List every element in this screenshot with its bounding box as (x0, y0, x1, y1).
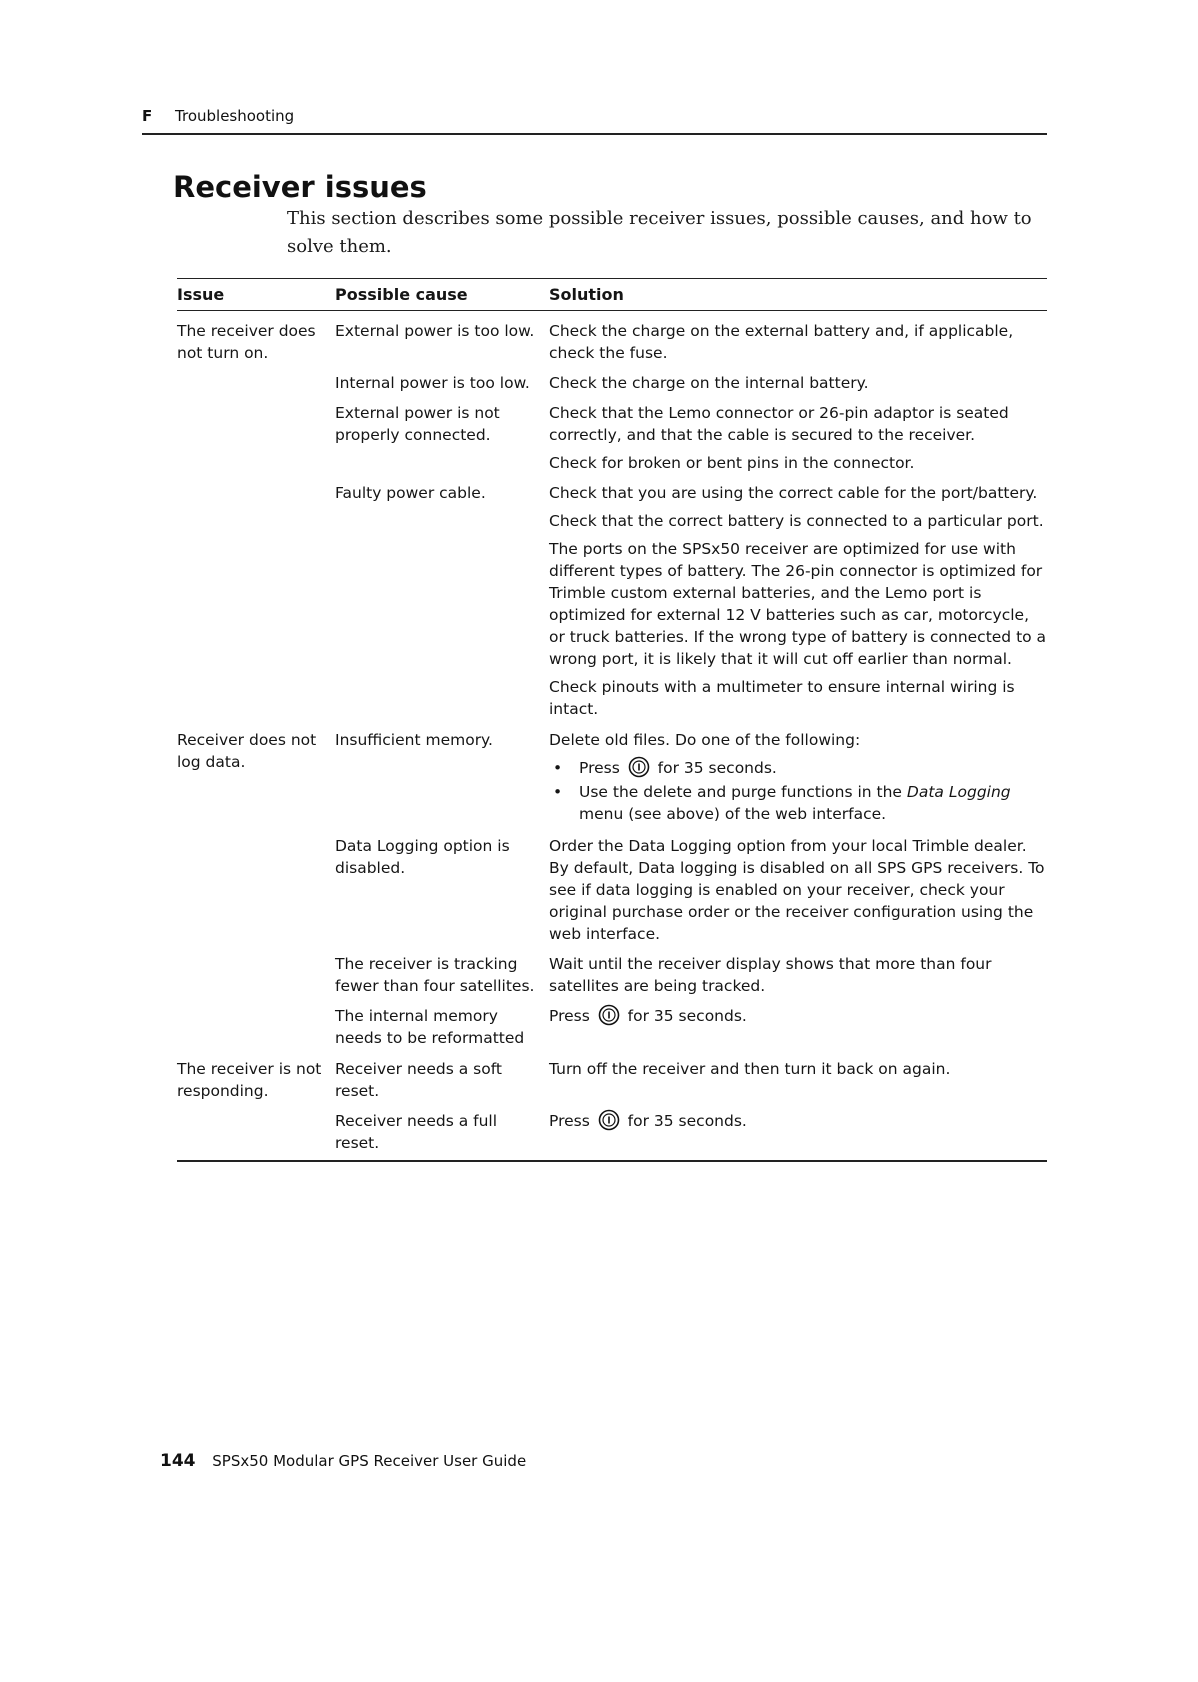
cause-cell: The internal memory needs to be reformatted (335, 1007, 525, 1047)
receiver-issues-table (177, 278, 1047, 1162)
cause-row (335, 953, 1047, 997)
solution-cell (549, 482, 1047, 720)
section-intro: This section describes some possible receiver issues, possible causes, and how to solve them. (287, 208, 1032, 257)
solution-text: Check that the correct battery is connected to a particular port. (549, 512, 1044, 530)
cause-cell: Data Logging option is disabled. (335, 837, 510, 877)
solution-cell (549, 729, 1047, 827)
press-duration: for 35 seconds. (627, 1007, 747, 1025)
solution-text: Check the charge on the external battery and, if applicable, check the fuse. (549, 322, 1014, 362)
table-body (177, 311, 1047, 1162)
solution-text: Wait until the receiver display shows that more than four satellites are being tracked. (549, 955, 992, 995)
power-button-icon (628, 756, 650, 778)
issue-group-no-logging (177, 720, 1047, 1049)
cause-list (335, 320, 1047, 720)
cause-list (335, 729, 1047, 1049)
cause-row (335, 402, 1047, 474)
issue-cell: Receiver does not log data. (177, 731, 317, 771)
solution-text: Check that you are using the correct cable for the port/battery. (549, 484, 1038, 502)
issue-group-no-power (177, 311, 1047, 720)
header-possible-cause: Possible cause (335, 285, 468, 304)
solution-text: Check the charge on the internal battery. (549, 374, 869, 392)
solution-cell (549, 1005, 1047, 1049)
cause-cell: External power is too low. (335, 322, 535, 340)
solution-cell (549, 953, 1047, 997)
issue-group-not-responding (177, 1049, 1047, 1154)
solution-lead-text: Delete old files. Do one of the following: (549, 731, 861, 749)
power-button-icon (598, 1004, 620, 1026)
bullet-text: menu (see above) of the web interface. (579, 805, 887, 823)
power-button-icon (598, 1109, 620, 1131)
cause-row (335, 320, 1047, 364)
cause-cell: External power is not properly connected. (335, 404, 500, 444)
menu-name: Data Logging (906, 783, 1011, 801)
cause-cell: Faulty power cable. (335, 484, 486, 502)
solution-text: The ports on the SPSx50 receiver are optimized for use with different types of battery. The 26-pin connector is optimized for Trimble custom external batteries, and the Lemo port is optimized for external 12 V batteries such as car, motorcycle, or truck batteries. If the wrong type of battery is connected to a wrong port, it is likely that it will cut off earlier than normal. (549, 540, 1047, 668)
issue-cell: The receiver does not turn on. (177, 322, 316, 362)
solution-text: Check that the Lemo connector or 26-pin adaptor is seated correctly, and that the cable is secured to the receiver. (549, 404, 1009, 444)
press-label: Press (549, 1007, 590, 1025)
solution-text: Check for broken or bent pins in the connector. (549, 454, 915, 472)
solution-cell (549, 402, 1047, 474)
cause-row (335, 835, 1047, 945)
cause-row (335, 372, 1047, 394)
cause-cell: Receiver needs a soft reset. (335, 1060, 502, 1100)
solution-cell (549, 320, 1047, 364)
chapter-title: Troubleshooting (175, 107, 295, 125)
press-duration: for 35 seconds. (657, 759, 777, 777)
guide-title: SPSx50 Modular GPS Receiver User Guide (212, 1452, 527, 1470)
cause-row (335, 1005, 1047, 1049)
cause-cell: Insufficient memory. (335, 731, 493, 749)
chapter-letter: F (142, 107, 153, 125)
solution-bullet-list (549, 757, 1047, 825)
solution-cell (549, 835, 1047, 945)
solution-cell (549, 1058, 1047, 1102)
cause-cell: The receiver is tracking fewer than four satellites. (335, 955, 535, 995)
bullet-item (549, 757, 1047, 779)
solution-text: Order the Data Logging option from your local Trimble dealer. By default, Data logging is disabled on all SPS GPS receivers. To see if data logging is enabled on your receiver, check your original purchase order or the receiver configuration using the web interface. (549, 837, 1045, 943)
solution-text (549, 1005, 1047, 1027)
issue-cell: The receiver is not responding. (177, 1060, 322, 1100)
cause-cell: Internal power is too low. (335, 374, 530, 392)
page-footer (160, 1451, 526, 1471)
cause-row (335, 1110, 1047, 1154)
header-issue: Issue (177, 285, 225, 304)
press-label: Press (579, 759, 620, 777)
cause-row (335, 729, 1047, 827)
header-solution: Solution (549, 285, 624, 304)
bullet-item (549, 781, 1047, 825)
cause-cell: Receiver needs a full reset. (335, 1112, 498, 1152)
press-duration: for 35 seconds. (627, 1112, 747, 1130)
bullet-text: Use the delete and purge functions in the (579, 783, 902, 801)
running-header (142, 107, 1047, 135)
table-header-row (177, 278, 1047, 311)
press-label: Press (549, 1112, 590, 1130)
cause-row (335, 1058, 1047, 1102)
solution-text (549, 1110, 1047, 1132)
solution-cell (549, 1110, 1047, 1154)
solution-cell (549, 372, 1047, 394)
section-title: Receiver issues (173, 170, 427, 204)
page-number: 144 (160, 1451, 196, 1471)
solution-text: Turn off the receiver and then turn it back on again. (549, 1060, 951, 1078)
solution-text: Check pinouts with a multimeter to ensure internal wiring is intact. (549, 678, 1015, 718)
cause-list (335, 1058, 1047, 1154)
cause-row (335, 482, 1047, 720)
